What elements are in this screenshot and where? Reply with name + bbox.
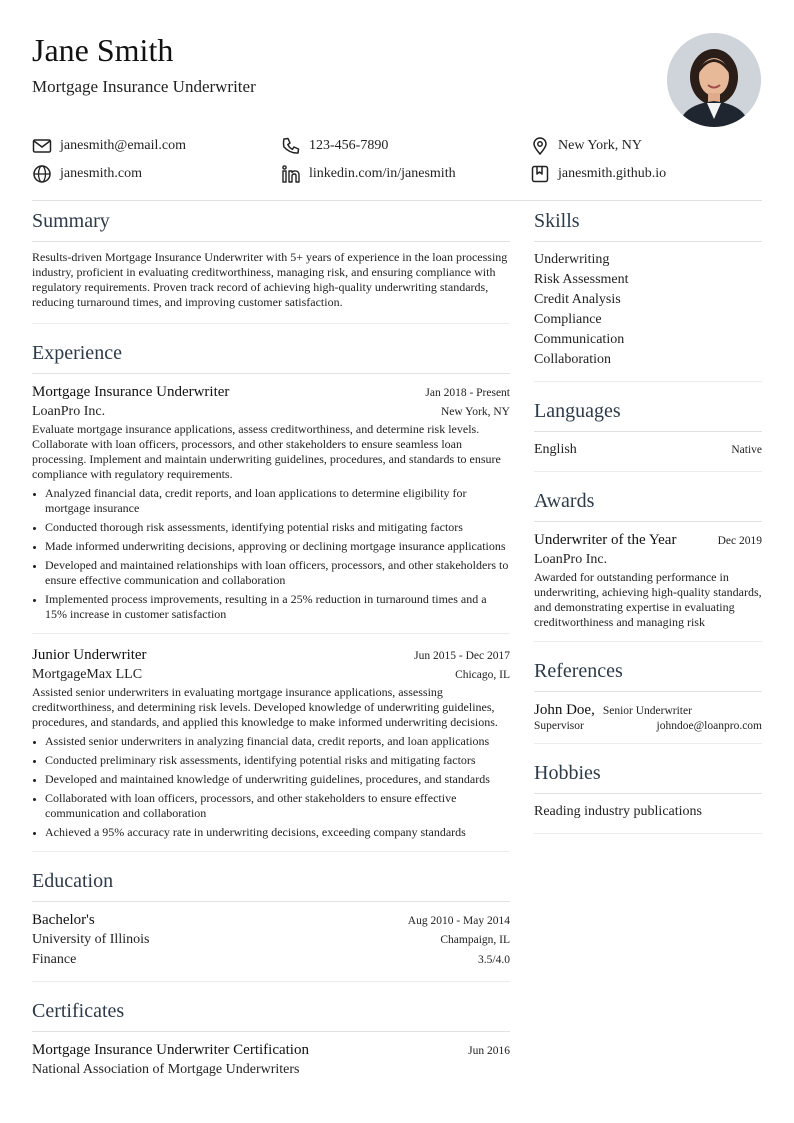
website-text: janesmith.com xyxy=(60,166,143,181)
phone-icon xyxy=(281,136,301,156)
section-divider xyxy=(534,641,762,642)
award-description: Awarded for outstanding performance in underwriting, achieving high-quality standards, and demonstrating expertise in evaluating creditworthiness and managing risk xyxy=(534,570,762,629)
languages-section xyxy=(534,398,762,472)
phone-text: 123-456-7890 xyxy=(309,138,389,153)
contact-website[interactable] xyxy=(32,162,142,186)
job-description: Evaluate mortgage insurance applications, assess creditworthiness, and determine risk levels. Collaborate with loan officers, processors, and other stakeholders to ensure seamless loan processing. Implement and maintain underwriting guidelines, procedures, and standards to ensure compliance with regulatory requirements. xyxy=(32,422,501,481)
section-divider xyxy=(534,691,762,692)
section-divider xyxy=(534,241,762,242)
location-text: New York, NY xyxy=(558,138,643,153)
certificates-heading: Certificates xyxy=(32,1000,125,1022)
summary-heading: Summary xyxy=(32,210,110,232)
header-divider xyxy=(32,200,762,201)
section-divider xyxy=(534,431,762,432)
job-location: Chicago, IL xyxy=(455,669,510,681)
skill-item: Credit Analysis xyxy=(534,292,621,307)
contact-location xyxy=(530,134,642,158)
hobbies-heading: Hobbies xyxy=(534,762,601,784)
job-bullets xyxy=(32,734,510,840)
school: University of Illinois xyxy=(32,932,150,947)
map-pin-icon xyxy=(530,136,550,156)
job-company: LoanPro Inc. xyxy=(32,404,106,419)
job-bullet: • Implemented process improvements, resulting in a 25% reduction in turnaround times and a 15% increase in customer satisfaction xyxy=(45,592,510,622)
job-bullet: • Conducted thorough risk assessments, identifying potential risks and mitigating factors xyxy=(45,520,510,535)
skill-item: Collaboration xyxy=(534,352,611,367)
degree: Bachelor's xyxy=(32,912,95,928)
gpa: 3.5/4.0 xyxy=(478,954,510,966)
certificates-section xyxy=(32,998,510,1080)
linkedin-icon xyxy=(281,164,301,184)
job-bullet: • Developed and maintained knowledge of underwriting guidelines, procedures, and standards xyxy=(45,772,510,787)
skills-section xyxy=(534,208,762,382)
section-divider xyxy=(32,1031,510,1032)
job-bullet: • Developed and maintained relationships with loan officers, processors, and other stakeholders to ensure effective communication and collaboration xyxy=(45,558,510,588)
section-divider xyxy=(32,373,510,374)
hobbies-section xyxy=(534,760,762,834)
job-bullet: • Achieved a 95% accuracy rate in underwriting decisions, exceeding company standards xyxy=(45,825,510,840)
linkedin-text: linkedin.com/in/janesmith xyxy=(309,166,456,181)
job-entry xyxy=(32,382,510,622)
awards-heading: Awards xyxy=(534,490,595,512)
awards-section xyxy=(534,488,762,642)
job-bullet: • Made informed underwriting decisions, approving or declining mortgage insurance applications xyxy=(45,539,510,554)
references-section xyxy=(534,658,762,744)
award-title: Underwriter of the Year xyxy=(534,532,677,548)
job-bullet: • Collaborated with loan officers, processors, and other stakeholders to ensure effective communication and collaboration xyxy=(45,791,510,821)
section-divider xyxy=(534,833,762,834)
profile-photo xyxy=(667,33,761,127)
contact-github[interactable] xyxy=(530,162,666,186)
section-divider xyxy=(32,851,510,852)
education-dates: Aug 2010 - May 2014 xyxy=(407,915,510,927)
education-section xyxy=(32,868,510,982)
certificate-date: Jun 2016 xyxy=(468,1045,510,1057)
job-entry xyxy=(32,645,510,840)
section-divider xyxy=(534,521,762,522)
job-bullet: • Analyzed financial data, credit reports, and loan applications to determine eligibility for mortgage insurance xyxy=(45,486,510,516)
reference-name: John Doe, xyxy=(534,702,595,718)
skill-item: Communication xyxy=(534,332,625,347)
reference-relation: Supervisor xyxy=(534,720,584,732)
contact-linkedin[interactable] xyxy=(281,162,456,186)
job-bullets xyxy=(32,486,510,622)
section-divider xyxy=(534,471,762,472)
experience-section xyxy=(32,340,510,852)
school-location: Champaign, IL xyxy=(440,934,510,946)
education-heading: Education xyxy=(32,870,114,892)
job-bullet: • Assisted senior underwriters in analyzing financial data, credit reports, and loan applications xyxy=(45,734,510,749)
job-dates: Jun 2015 - Dec 2017 xyxy=(414,650,510,662)
job-description: Assisted senior underwriters in evaluating mortgage insurance applications, assessing creditworthiness, and determining risk levels. Developed knowledge of underwriting guidelines, procedures, and standards, and applied this knowledge to make informed underwriting decisions. xyxy=(32,685,498,729)
job-company: MortgageMax LLC xyxy=(32,667,143,682)
section-divider xyxy=(32,241,510,242)
side-column xyxy=(534,208,762,834)
section-divider xyxy=(32,981,510,982)
github-text: janesmith.github.io xyxy=(558,166,667,181)
contact-phone[interactable] xyxy=(281,134,388,158)
field-of-study: Finance xyxy=(32,952,77,967)
experience-heading: Experience xyxy=(32,342,122,364)
section-divider xyxy=(32,323,510,324)
globe-icon xyxy=(32,164,52,184)
main-column xyxy=(32,208,510,1080)
skill-item: Compliance xyxy=(534,312,602,327)
language-level: Native xyxy=(731,444,762,456)
languages-heading: Languages xyxy=(534,400,621,422)
candidate-title: Mortgage Insurance Underwriter xyxy=(32,77,256,96)
skill-item: Risk Assessment xyxy=(534,272,629,287)
summary-text: Results-driven Mortgage Insurance Underwriter with 5+ years of experience in the loan processing industry, proficient in evaluating creditworthiness, managing risk, and ensuring compliance with regulatory requirements. Proven track record of achieving high-quality underwriting standards, reducing turnaround times, and improving customer satisfaction. xyxy=(32,250,508,309)
certificate-name: Mortgage Insurance Underwriter Certification xyxy=(32,1042,309,1058)
person-avatar-icon xyxy=(667,33,761,127)
references-heading: References xyxy=(534,660,623,682)
email-text: janesmith@email.com xyxy=(60,138,187,153)
mail-icon xyxy=(32,136,52,156)
candidate-name: Jane Smith xyxy=(32,32,174,68)
skills-heading: Skills xyxy=(534,210,580,232)
job-bullet: • Conducted preliminary risk assessments, identifying potential risks and mitigating factors xyxy=(45,753,510,768)
section-divider xyxy=(534,743,762,744)
hobby-item: Reading industry publications xyxy=(534,804,702,819)
section-divider xyxy=(32,633,510,634)
section-divider xyxy=(32,901,510,902)
job-location: New York, NY xyxy=(440,406,510,418)
job-position: Junior Underwriter xyxy=(32,647,147,663)
reference-email[interactable]: johndoe@loanpro.com xyxy=(656,720,762,732)
reference-role: Senior Underwriter xyxy=(602,705,692,717)
portfolio-icon xyxy=(530,164,550,184)
language-name: English xyxy=(534,442,577,457)
award-date: Dec 2019 xyxy=(717,535,762,547)
job-dates: Jan 2018 - Present xyxy=(425,387,510,399)
certificate-issuer: National Association of Mortgage Underwriters xyxy=(32,1062,300,1077)
award-org: LoanPro Inc. xyxy=(534,552,608,567)
job-position: Mortgage Insurance Underwriter xyxy=(32,384,230,400)
section-divider xyxy=(534,381,762,382)
section-divider xyxy=(534,793,762,794)
contact-email[interactable] xyxy=(32,134,186,158)
summary-section xyxy=(32,208,510,324)
skill-item: Underwriting xyxy=(534,252,610,267)
